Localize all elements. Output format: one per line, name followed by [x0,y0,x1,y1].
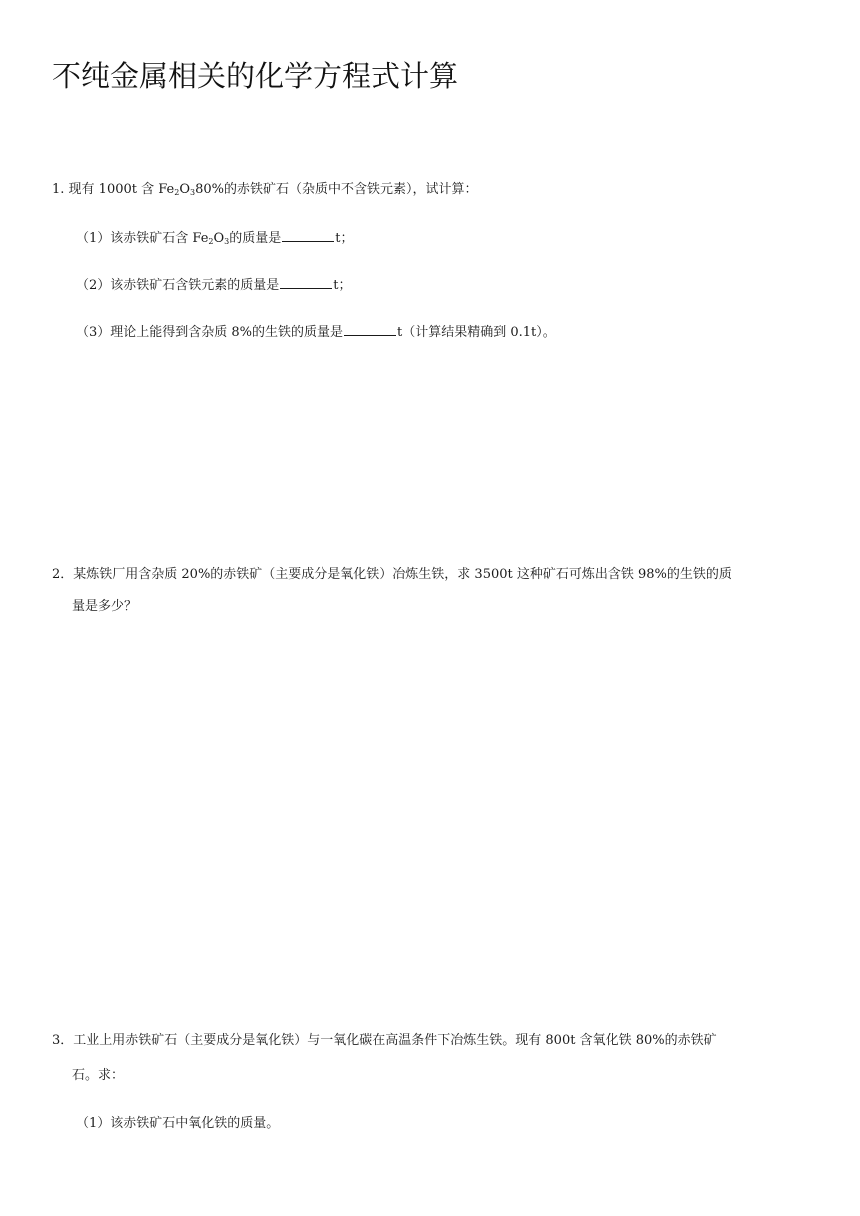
question-3-part-1: （1）该赤铁矿石中氧化铁的质量。 [76,1116,280,1131]
answer-blank [344,322,396,336]
question-2-line-2: 量是多少？ [72,599,138,614]
question-1-part-2: （2）该赤铁矿石含铁元素的质量是 t； [76,275,352,296]
question-1-part-1: （1）该赤铁矿石含 $Fe_2O_3$的质量是 t； [76,228,354,249]
answer-blank [280,275,332,289]
question-3-line-1: 3．工业上用赤铁矿石（主要成分是氧化铁）与一氧化碳在高温条件下冶炼生铁。现有 800t 含氧化铁 80%的赤铁矿 [52,1033,717,1048]
question-3-line-2: 石。求： [72,1068,125,1083]
answer-blank [282,228,334,242]
page-title: 不纯金属相关的化学方程式计算 [52,59,459,93]
question-1-stem: 1. 现有 1000t 含 $Fe_2O_380\%$的赤铁矿石（杂质中不含铁元素），试计算： [52,182,478,197]
question-2-line-1: 2．某炼铁厂用含杂质 20%的赤铁矿（主要成分是氧化铁）冶炼生铁，求 3500t 这种矿石可炼出含铁 98%的生铁的质 [52,567,732,582]
question-1-part-3: （3）理论上能得到含杂质 8%的生铁的质量是 t（计算结果精确到 0.1t）。 [76,322,556,343]
